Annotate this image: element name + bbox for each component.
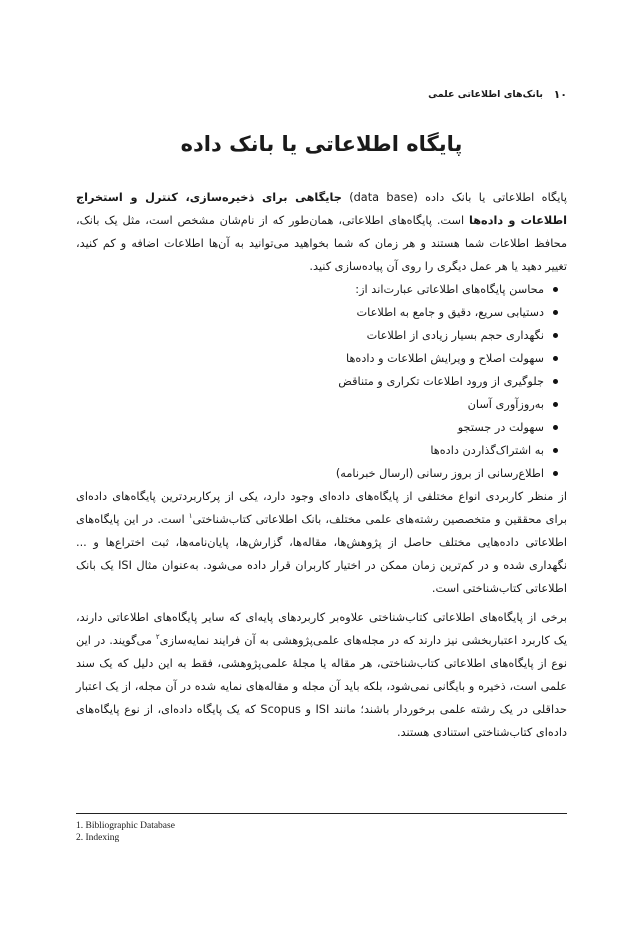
section-title: پایگاه اطلاعاتی یا بانک داده [180, 132, 463, 156]
intro-text-start: پایگاه اطلاعاتی یا بانک داده (data base) [341, 191, 568, 204]
list-item: نگهداری حجم بسیار زیادی از اطلاعات [76, 324, 558, 347]
list-item: جلوگیری از ورود اطلاعات تکراری و متناقض [76, 370, 558, 393]
list-item: اطلاع‌رسانی از بروز رسانی (ارسال خبرنامه) [76, 462, 558, 485]
list-item: سهولت اصلاح و ویرایش اطلاعات و داده‌ها [76, 347, 558, 370]
list-item: محاسن پایگاه‌های اطلاعاتی عبارت‌اند از: [76, 278, 558, 301]
para2-text-end: است. در این پایگاه‌های اطلاعاتی داده‌هایی مختلف حاصل از پژوهش‌ها، مقاله‌ها، گزارش‌ها، پایان‌نامه‌ها، ثبت اختراع‌ها و ... نگهداری شده و در کم‌ترین زمان ممکن در اختیار کاربران قرار داده می‌شود. به‌عنوان مثال ISI یک بانک اطلاعاتی کتاب‌شناختی است. [76, 513, 568, 595]
footnote-2: 2. Indexing [76, 833, 120, 843]
list-item: به‌روزآوری آسان [76, 393, 558, 416]
para2-text-start: از منظر کاربردی انواع مختلفی از پایگاه‌های داده‌ای وجود دارد، یکی از پرکاربردترین پایگاه‌های داده‌ای برای محققین و متخصصین رشته‌های علمی مختلف، بانک اطلاعاتی کتاب‌شناختی [76, 490, 567, 526]
intro-text-end: است. پایگاه‌های اطلاعاتی، همان‌طور که از نام‌شان مشخص است، مثل یک بانک، محافظ اطلاعات شما هستند و هر زمان که شما بخواهید می‌توانید به آن‌ها اطلاعات اضافه و کم کنید، تغییر دهید یا هر عمل دیگری را روی آن پیاده‌سازی کنید. [76, 214, 567, 273]
indexing-paragraph [76, 606, 567, 744]
body-text [76, 186, 567, 744]
footnotes [76, 820, 567, 844]
page-header [0, 88, 643, 104]
bibliographic-paragraph [76, 485, 567, 600]
advantages-list [76, 278, 567, 485]
footnote-1: 1. Bibliographic Database [76, 821, 175, 831]
para3-text-end: می‌گویند. در این نوع از پایگاه‌های اطلاعاتی کتاب‌شناختی، هر مقاله یا مجلهٔ علمی‌پژوهشی، فقط به این دلیل که یک سند علمی است، ذخیره و بایگانی نمی‌شود، بلکه باید آن مجله و مقاله‌های نمایه شده در آن مجله، از یک اعتبار حداقلی در یک رشته علمی برخوردار باشند؛ مانند ISI و Scopus که یک پایگاه داده‌ای، از نوع پایگاه‌های داده‌ای کتاب‌شناختی استنادی هستند. [76, 634, 568, 739]
list-item: دستیابی سریع، دقیق و جامع به اطلاعات [76, 301, 558, 324]
para3-text-start: برخی از پایگاه‌های اطلاعاتی کتاب‌شناختی علاوه‌بر کاربردهای پایه‌ای که سایر پایگاه‌های اطلاعاتی دارند، یک کاربرد اعتباربخشی نیز دارند که در مجله‌های علمی‌پژوهشی به آن فرایند نمایه‌سازی [76, 611, 567, 647]
intro-paragraph [76, 186, 567, 278]
footnote-ref-2: ۲ [155, 633, 160, 642]
intro-bold-text: جایگاهی برای ذخیره‌سازی، کنترل و استخراج اطلاعات و داده‌ها [76, 191, 567, 227]
page-number: ۱۰ [553, 88, 567, 101]
footnote-divider [76, 813, 567, 814]
list-item: به اشتراک‌گذاردن داده‌ها [76, 439, 558, 462]
list-item: سهولت در جستجو [76, 416, 558, 439]
running-title: بانک‌های اطلاعاتی علمی [428, 89, 543, 100]
footnote-ref-1: ۱ [188, 512, 193, 521]
